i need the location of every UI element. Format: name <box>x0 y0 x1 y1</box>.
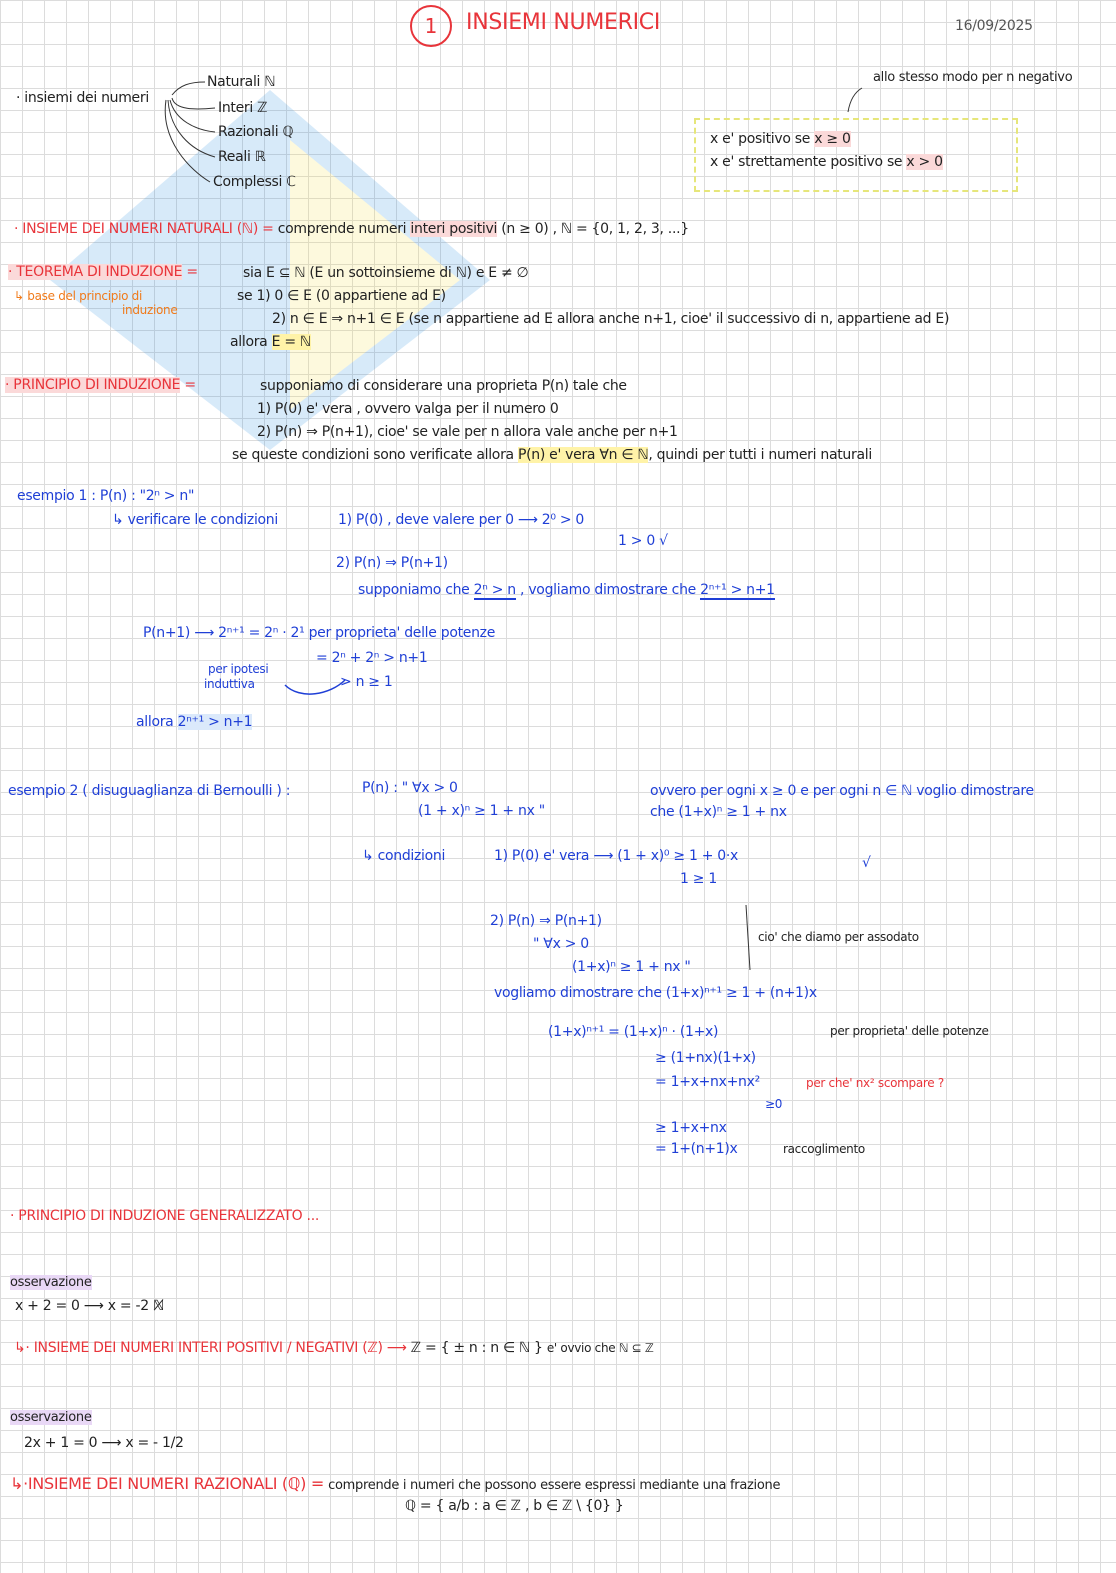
e2-cond2b: " ∀x > 0 <box>533 936 589 952</box>
e2-step5-note: raccoglimento <box>783 1142 865 1156</box>
set-reali: Reali ℝ <box>218 149 266 165</box>
esempio1-cond2: 2) P(n) ⇒ P(n+1) <box>336 555 448 571</box>
box-line2: x e' strettamente positivo se <box>710 154 903 170</box>
naturali-text: comprende numeri <box>277 221 407 237</box>
principio-eq: = <box>184 377 196 393</box>
e2-cond1: 1) P(0) e' vera ⟶ (1 + x)⁰ ≥ 1 + 0·x <box>494 848 739 864</box>
e2-step2: ≥ (1+nx)(1+x) <box>655 1050 756 1066</box>
interi-heading: ↳· INSIEME DEI NUMERI INTERI POSITIVI / NEGATIVI (ℤ) ⟶ <box>14 1340 407 1356</box>
e1-conclusion: 2ⁿ⁺¹ > n+1 <box>177 714 253 730</box>
e2-step1-note: per proprieta' delle potenze <box>830 1024 989 1038</box>
teorema-line2: se 1) 0 ∈ E (0 appartiene ad E) <box>237 288 446 304</box>
e1-step1-note: per proprieta' delle potenze <box>308 625 496 641</box>
e1-thesis: 2ⁿ⁺¹ > n+1 <box>700 582 775 598</box>
interi-note: e' ovvio che ℕ ⊆ ℤ <box>546 1341 654 1355</box>
osservazione-1-label: osservazione <box>10 1275 92 1290</box>
e2-side-note: cio' che diamo per assodato <box>758 930 919 944</box>
principio-l4a: se queste condizioni sono verificate allora <box>232 447 514 463</box>
date: 16/09/2025 <box>955 18 1033 34</box>
e1-hyp-note: per ipotesi <box>208 662 269 676</box>
teorema-side-note: ↳ base del principio di <box>14 289 143 303</box>
e2-question: per che' nx² scompare ? <box>806 1076 944 1090</box>
teorema-eq: = <box>186 264 198 280</box>
set-complessi: Complessi ℂ <box>213 174 296 190</box>
principio-heading: · PRINCIPIO DI INDUZIONE <box>5 377 181 393</box>
principio-line1: supponiamo di considerare una proprieta P(n) tale che <box>260 378 627 394</box>
page-title: INSIEMI NUMERICI <box>466 10 661 35</box>
box-line1: x e' positivo se <box>710 131 811 147</box>
razionali-desc: comprende i numeri che possono essere espressi mediante una frazione <box>328 1478 781 1493</box>
sets-label: · insiemi dei numeri <box>16 90 149 106</box>
osservazione-1-eq: x + 2 = 0 ⟶ x = -2 ℕ̸ <box>15 1298 164 1314</box>
e1-allora: allora <box>136 714 174 730</box>
chapter-number: 1 <box>410 5 452 47</box>
naturali-heading: · INSIEME DEI NUMERI NATURALI (ℕ) = <box>14 221 274 237</box>
e2-cond1b: 1 ≥ 1 <box>680 871 717 887</box>
razionali-def: ℚ = { a/b : a ∈ ℤ , b ∈ ℤ \ {0} } <box>405 1498 624 1514</box>
set-razionali: Razionali ℚ <box>218 124 294 140</box>
osservazione-2-label: osservazione <box>10 1410 92 1425</box>
set-interi: Interi ℤ <box>218 100 268 116</box>
e2-condizioni: ↳ condizioni <box>362 848 446 864</box>
e2-step1: (1+x)ⁿ⁺¹ = (1+x)ⁿ · (1+x) <box>548 1024 719 1040</box>
naturali-set: (n ≥ 0) , ℕ = {0, 1, 2, 3, ...} <box>501 221 689 237</box>
e1-hypothesis: 2ⁿ > n <box>473 582 516 598</box>
teorema-conclusion: E = ℕ <box>271 334 311 350</box>
teorema-line1: sia E ⊆ ℕ (E un sottoinsieme di ℕ) e E ≠ ∅ <box>243 265 529 281</box>
e2-check: √ <box>862 855 871 871</box>
teorema-heading: · TEOREMA DI INDUZIONE <box>8 264 183 280</box>
box-line2-cond: x > 0 <box>906 154 943 170</box>
osservazione-2-eq: 2x + 1 = 0 ⟶ x = - 1/2 <box>24 1435 184 1451</box>
e2-ovvero2: che (1+x)ⁿ ≥ 1 + nx <box>650 804 787 820</box>
e2-cond2: 2) P(n) ⇒ P(n+1) <box>490 913 602 929</box>
teorema-side-note-2: induzione <box>122 303 178 317</box>
razionali-heading: ↳·INSIEME DEI NUMERI RAZIONALI (ℚ) = <box>10 1474 325 1493</box>
esempio2-heading: esempio 2 ( disuguaglianza di Bernoulli ) : <box>8 783 291 799</box>
esempio1-cond1b: 1 > 0 √ <box>618 533 668 549</box>
e1-hyp-note-2: induttiva <box>204 677 255 691</box>
interi-def: ℤ = { ± n : n ∈ ℕ } <box>410 1340 543 1356</box>
teorema-line3: 2) n ∈ E ⇒ n+1 ∈ E (se n appartiene ad E allora anche n+1, cioe' il successivo di n, appartiene ad E) <box>272 311 950 327</box>
e2-step3-note: ≥0 <box>765 1097 783 1111</box>
e2-step3: = 1+x+nx+nx² <box>655 1074 760 1090</box>
set-naturali: Naturali ℕ <box>207 74 276 90</box>
box-note: allo stesso modo per n negativo <box>873 70 1073 85</box>
e2-step5: = 1+(n+1)x <box>655 1141 738 1157</box>
principio-conclusion: P(n) e' vera ∀n ∈ ℕ <box>517 447 649 463</box>
box-line1-cond: x ≥ 0 <box>814 131 851 147</box>
esempio1-cond1: 1) P(0) , deve valere per 0 ⟶ 2⁰ > 0 <box>338 512 585 528</box>
e1-supponiamo: supponiamo che <box>358 582 470 598</box>
e2-pn1: P(n) : " ∀x > 0 <box>362 780 458 796</box>
naturali-highlight: interi positivi <box>410 221 498 237</box>
e2-ovvero: ovvero per ogni x ≥ 0 e per ogni n ∈ ℕ voglio dimostrare <box>650 783 1034 799</box>
e2-step4: ≥ 1+x+nx <box>655 1120 727 1136</box>
e2-cond2c: (1+x)ⁿ ≥ 1 + nx " <box>572 959 691 975</box>
teorema-allora: allora <box>230 334 268 350</box>
e1-vogliamo: , vogliamo dimostrare che <box>520 582 696 598</box>
esempio1-verify: ↳ verificare le condizioni <box>112 512 278 528</box>
generalizzato-heading: · PRINCIPIO DI INDUZIONE GENERALIZZATO ... <box>10 1208 319 1224</box>
e2-pn2: (1 + x)ⁿ ≥ 1 + nx " <box>418 803 545 819</box>
e1-step2: = 2ⁿ + 2ⁿ > n+1 <box>316 650 428 666</box>
e2-vogliamo: vogliamo dimostrare che (1+x)ⁿ⁺¹ ≥ 1 + (n+1)x <box>494 985 817 1001</box>
principio-l4c: , quindi per tutti i numeri naturali <box>648 447 872 463</box>
esempio1-heading: esempio 1 : P(n) : "2ⁿ > n" <box>17 488 195 504</box>
principio-line3: 2) P(n) ⇒ P(n+1), cioe' se vale per n allora vale anche per n+1 <box>257 424 678 440</box>
principio-line2: 1) P(0) e' vera , ovvero valga per il numero 0 <box>257 401 559 417</box>
e1-step3: > n ≥ 1 <box>340 674 393 690</box>
e1-step1: P(n+1) ⟶ 2ⁿ⁺¹ = 2ⁿ · 2¹ <box>143 625 305 641</box>
